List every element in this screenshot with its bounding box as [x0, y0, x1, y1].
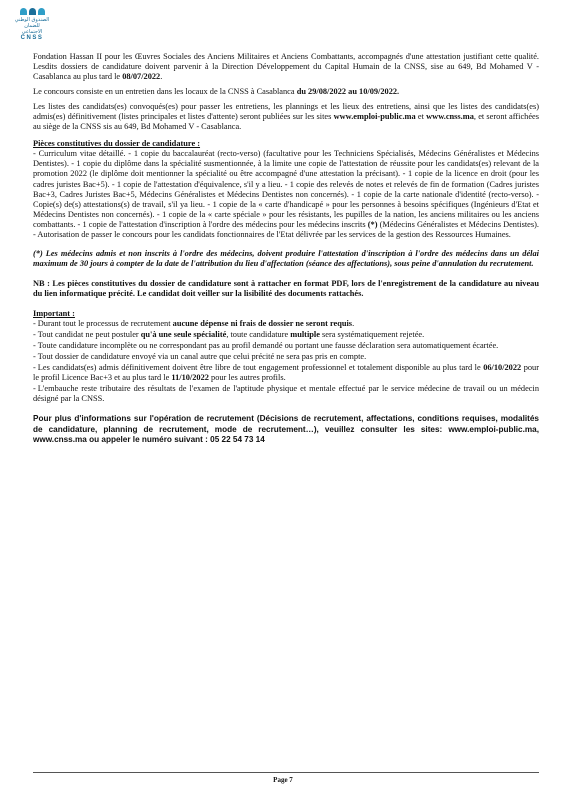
list-item: - Les candidats(es) admis définitivement doivent être libre de tout engagement professionnel et totalement disponible au plus tard le 06/10/2022 pour le profil Licence Bac+3 et au plus tard le 11/10/2022 pour les autres profils. [33, 363, 539, 383]
deadline-date: 08/07/2022 [122, 72, 161, 82]
list-item: - L'embauche reste tributaire des résultats de l'examen de l'aptitude physique et mentale effectué par le service médecine de travail ou un médecin désigné par la CNSS. [33, 384, 539, 404]
important-list [33, 319, 539, 404]
link-cnss[interactable]: www.cnss.ma [426, 112, 474, 122]
link-emploi-public[interactable]: www.emploi-public.ma [333, 112, 416, 122]
footer-divider [33, 772, 539, 773]
nb-notice: NB : Les pièces constitutives du dossier de candidature sont à rattacher en format PDF, lors de l'enregistrement de la candidature au niveau du lien informatique précité. Le candidat doit veiller sur la lisibilité des documents rattachés. [33, 278, 539, 298]
text: aucune dépense ni frais de dossier ne seront requis [172, 319, 353, 329]
text: 11/10/2022 [171, 373, 209, 383]
document-body [33, 52, 539, 450]
text: Toute candidature incomplète ou ne correspondant pas au profil demandé ou portant une fausse déclaration sera automatiquement écartée. [37, 341, 499, 351]
text: . [352, 319, 355, 329]
list-item: - Tout dossier de candidature envoyé via un canal autre que celui précité ne sera pas pris en compte. [33, 352, 367, 362]
text: multiple [290, 330, 320, 340]
text: L'embauche reste tributaire des résultats de l'examen de l'aptitude physique et mentale effectué par le service médecine de travail ou un médecin désigné par la CNSS. [33, 384, 539, 404]
text: - Curriculum vitae détaillé. - 1 copie du baccalauréat (recto-verso) (facultative pour les Techniciens Spécialisés, Médecins Généralistes et Médecins Dentistes). - 1 copie du diplôme dans la spécialité susmentionnée, à la limite une copie de l'attestation de réussite pour les candidats(es) relevant de la promotion 2022 (le diplôme doit mentionner la spécialité ou être accompagné d'une attestation la précisant). - 1 copie de la licence en droit (pour les cadres juristes Bac+5). - 1 copie de l'attestation d'équivalence, s'il y a lieu. - 1 copie des relevés de notes et relevés de fin de formation (Cadres juristes Bac+3, Cadres Juristes Bac+5, Médecins Généralistes et Médecins Dentistes non concernés). - 1 copie de la carte nationale d'identité (recto-verso). - Copie(s) de(s) attestations(s) de travail, s'il ya lieu. - 1 copie de la « carte d'handicapé » pour les personnes à besoins spécifiques (Ingénieurs d'Etat et Médecins Dentistes non concernés). - 1 copie de la « carte spéciale » pour les résistants, les pupilles de la nation, les anciens militaires ou les anciens combattants. - 1 copie de l'attestation d'inscription à l'ordre des médecins pour les médecins inscrits [33, 149, 539, 229]
interview-dates: du 29/08/2022 au 10/09/2022. [296, 87, 400, 97]
text: Durant tout le processus de recrutement [37, 319, 173, 329]
text: , toute candidature [226, 330, 291, 340]
text: sera systématiquement rejetée. [319, 330, 425, 340]
text: Les candidats(es) admis définitivement doivent être libre de tout engagement professionnel et totalement disponible au plus tard le [37, 363, 484, 373]
paragraph-pieces [33, 149, 539, 239]
footnote-marker: (*) [367, 219, 378, 229]
text: et [415, 112, 427, 122]
text: qu'à une seule spécialité [140, 330, 227, 340]
list-item: - Toute candidature incomplète ou ne correspondant pas au profil demandé ou portant une fausse déclaration sera automatiquement écartée. [33, 341, 499, 351]
text: Fondation Hassan II pour les Œuvres Sociales des Anciens Militaires et Anciens Combattants, accompagnés d'une attestation justifiant cette qualité. Lesdits dossiers de candidature doivent parvenir à la Direction Développement du Capital Humain de la CNSS, sise au 649, Bd Mohamed V - Casablanca au plus tard le [33, 52, 539, 82]
text: pour le profil Licence Bac+3 et au plus tard le [33, 363, 539, 383]
text: Les listes des candidats(es) convoqués(es) pour passer les entretiens, les plannings et les lieux des entretiens, ainsi que les listes des candidats(es) admis(es) définitivement (listes principales et listes d'attente) seront publiées sur les sites [33, 102, 539, 122]
text: (Médecins Généralistes et Médecins Dentistes). - Autorisation de passer le concours pour les candidats fonctionnaires de l'Etat délivrée par les services de la gestion des Ressources Humaines. [33, 219, 539, 239]
section-title-pieces: Pièces constitutives du dossier de candidature : [33, 139, 201, 149]
list-item: - Durant tout le processus de recrutement aucune dépense ni frais de dossier ne seront requis. [33, 319, 355, 329]
logo-acronym: CNSS [20, 35, 44, 41]
cnss-logo [14, 6, 50, 46]
contact-paragraph: Pour plus d'informations sur l'opération de recrutement (Décisions de recrutement, affectations, conditions requises, modalités de candidature, planning de recrutement, mode de recrutement…), veuillez consulter les sites: www.emploi-public.ma, www.cnss.ma ou appeler le numéro suivant : 05 22 54 73 14 [33, 414, 539, 444]
logo-arabic-text: الصندوق الوطني للضمان الاجتماعي [14, 17, 50, 35]
text: Le concours consiste en un entretien dans les locaux de la CNSS à Casablanca [33, 87, 297, 97]
text: . [160, 72, 163, 82]
paragraph-submission [33, 52, 539, 82]
text: Tout candidat ne peut postuler [37, 330, 141, 340]
page-number: Page 7 [273, 776, 293, 784]
text: pour les autres profils. [208, 373, 286, 383]
logo-waves-icon [14, 8, 50, 15]
footnote-note: (*) Les médecins admis et non inscrits à l'ordre des médecins, doivent produire l'attestation d'inscription à l'ordre des médecins dans un délai maximum de 30 jours à compter de la date de l'attribution du lieu d'affectation (séance des affectations), sous peine d'annulation du recrutement. [33, 248, 539, 268]
paragraph-interview [33, 87, 539, 97]
section-title-important: Important : [33, 308, 75, 318]
paragraph-publication [33, 102, 539, 132]
text: 06/10/2022 [483, 363, 522, 373]
text: , et seront affichées au siège de la CNSS sis au 649, Bd Mohamed V - Casablanca. [33, 112, 539, 132]
list-item: - Tout candidat ne peut postuler qu'à une seule spécialité, toute candidature multiple sera systématiquement rejetée. [33, 330, 425, 340]
text: Tout dossier de candidature envoyé via un canal autre que celui précité ne sera pas pris en compte. [37, 352, 367, 362]
